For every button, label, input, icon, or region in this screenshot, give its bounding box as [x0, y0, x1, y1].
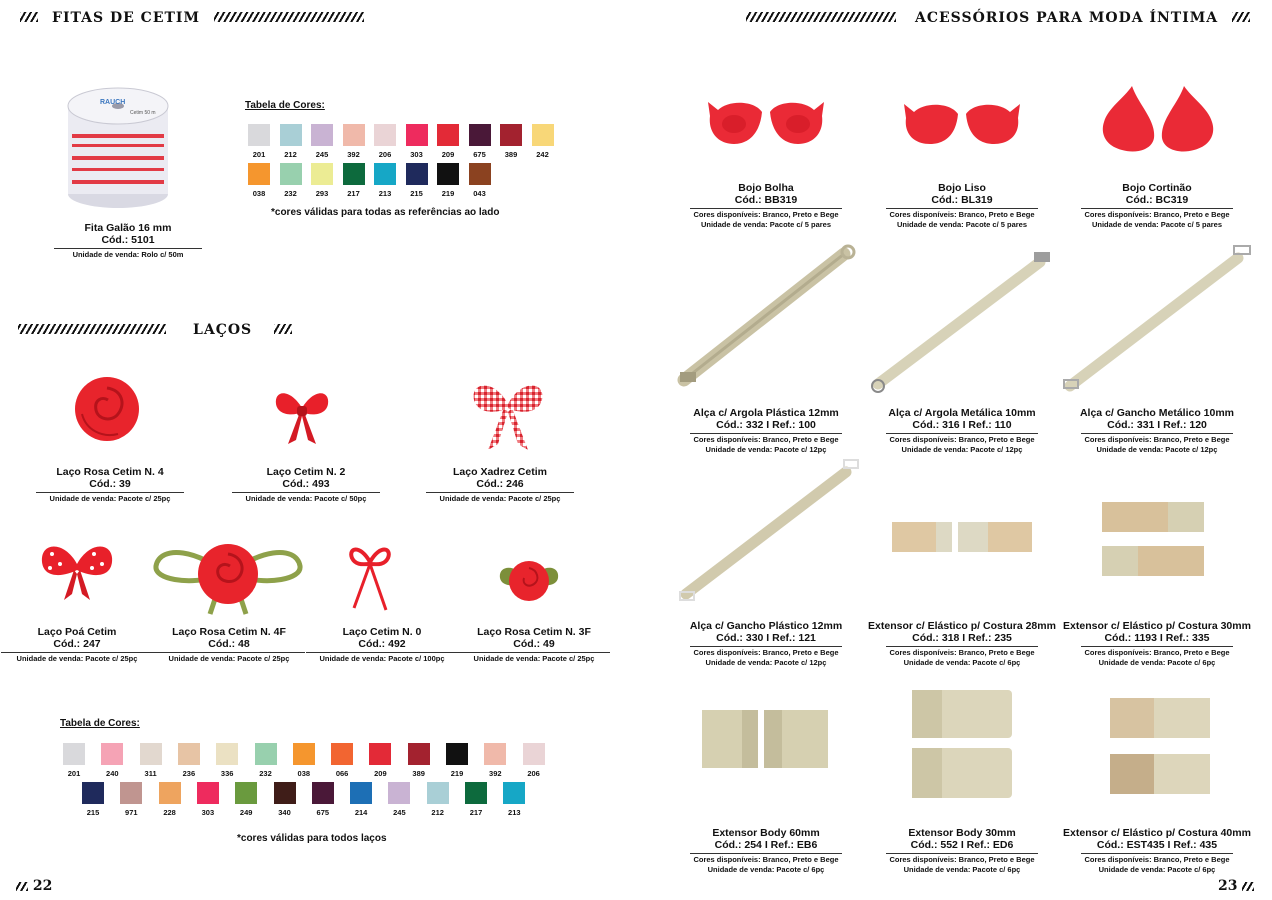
extensor-body-60mm-image: [702, 708, 828, 770]
extensor-40mm-image: [1108, 696, 1212, 796]
color-code: 971: [125, 808, 138, 817]
available-colors: Cores disponíveis: Branco, Preto e Bege: [693, 855, 839, 864]
sale-unit: Unidade de venda: Pacote c/ 100pç: [319, 654, 445, 663]
header-stripes: [746, 12, 896, 22]
ribbon-label-text: Cetim 50 m: [130, 110, 156, 116]
section-title-fitas: FITAS DE CETIM: [52, 10, 200, 26]
product-caption: [151, 626, 307, 663]
sale-unit: Unidade de venda: Pacote c/ 25pç: [439, 494, 561, 503]
product-caption: [668, 620, 864, 667]
color-swatch: [293, 743, 315, 765]
product-name: Extensor Body 60mm: [712, 827, 820, 839]
color-code: 215: [410, 189, 423, 198]
color-swatch: [248, 124, 270, 146]
color-code: 215: [86, 808, 100, 817]
color-code: 206: [527, 769, 540, 778]
color-code: 245: [315, 150, 329, 159]
color-swatch: [274, 782, 296, 804]
color-code: 217: [469, 808, 483, 817]
available-colors: Cores disponíveis: Branco, Preto e Bege: [1084, 210, 1230, 219]
product-name: Alça c/ Gancho Plástico 12mm: [689, 620, 843, 632]
product-caption: [1059, 827, 1255, 874]
color-swatch: [159, 782, 181, 804]
product-code: Cód.: 493: [282, 478, 330, 490]
plaid-bow-image: [466, 374, 550, 454]
extensor-body-30mm-image: [910, 688, 1014, 800]
product-code: Cód.: 5101: [101, 234, 155, 246]
sale-unit: Unidade de venda: Pacote c/ 6pç: [1098, 865, 1216, 874]
available-colors: Cores disponíveis: Branco, Preto e Bege: [693, 648, 839, 657]
sale-unit: Unidade de venda: Pacote c/ 12pç: [705, 658, 827, 667]
color-code: 213: [378, 189, 392, 198]
sale-unit: Unidade de venda: Pacote c/ 6pç: [903, 865, 1021, 874]
color-swatch: [437, 163, 459, 185]
color-code: 242: [536, 150, 549, 159]
available-colors: Cores disponíveis: Branco, Preto e Bege: [1084, 855, 1230, 864]
product-code: Cód.: 48: [208, 638, 250, 650]
product-name: Laço Cetim N. 0: [342, 626, 422, 638]
strap-plastic-hook-image: [676, 454, 862, 606]
header-stripes: [20, 12, 38, 22]
color-swatch: [255, 743, 277, 765]
color-code: 389: [504, 150, 518, 159]
product-name: Alça c/ Gancho Metálico 10mm: [1079, 407, 1235, 419]
product-name: Laço Cetim N. 2: [266, 466, 346, 478]
color-swatch: [178, 743, 200, 765]
color-table-note: *cores válidas para todas as referências ao lado: [271, 207, 500, 218]
color-swatch: [469, 163, 491, 185]
product-caption: [228, 466, 384, 503]
ribbon-roll-image: [58, 82, 178, 214]
strap-metal-hook-image: [1062, 240, 1256, 396]
sale-unit: Unidade de venda: Pacote c/ 12pç: [901, 445, 1023, 454]
color-swatch: [427, 782, 449, 804]
product-code: Cód.: 1193 I Ref.: 335: [1104, 632, 1210, 644]
color-swatch: [280, 124, 302, 146]
color-code: 217: [347, 189, 360, 198]
ribbon-brand-text: RAUCH: [100, 99, 126, 106]
product-name: Laço Rosa Cetim N. 3F: [477, 626, 591, 638]
color-code: 228: [163, 808, 176, 817]
product-code: Cód.: 318 I Ref.: 235: [912, 632, 1012, 644]
color-code: 219: [441, 189, 455, 198]
color-code: 675: [473, 150, 486, 159]
color-swatch: [343, 163, 365, 185]
color-swatch: [63, 743, 85, 765]
product-name: Laço Rosa Cetim N. 4F: [172, 626, 286, 638]
color-code: 311: [144, 769, 157, 778]
product-code: Cód.: 254 I Ref.: EB6: [714, 839, 818, 851]
color-swatch: [484, 743, 506, 765]
product-caption: [864, 827, 1060, 874]
color-swatch: [465, 782, 487, 804]
product-name: Bojo Bolha: [738, 182, 794, 194]
color-swatch: [374, 124, 396, 146]
sale-unit: Unidade de venda: Pacote c/ 25pç: [473, 654, 595, 663]
sale-unit: Unidade de venda: Pacote c/ 25pç: [16, 654, 138, 663]
color-code: 245: [393, 808, 406, 817]
color-code: 236: [182, 769, 196, 778]
color-code: 066: [335, 769, 349, 778]
color-code: 340: [278, 808, 291, 817]
color-code: 240: [106, 769, 119, 778]
product-caption: [668, 827, 864, 874]
color-table-note: *cores válidas para todos laços: [237, 833, 387, 844]
color-code: 038: [252, 189, 266, 198]
product-caption: [456, 626, 612, 663]
product-name: Laço Xadrez Cetim: [453, 466, 547, 478]
product-code: Cód.: BL319: [931, 194, 993, 206]
header-stripes: [1232, 12, 1250, 22]
header-stripes: [214, 12, 364, 22]
sale-unit: Unidade de venda: Pacote c/ 6pç: [1098, 658, 1216, 667]
color-swatch: [311, 163, 333, 185]
small-rose-bow-image: [494, 554, 564, 608]
product-name: Extensor c/ Elástico p/ Costura 30mm: [1063, 620, 1251, 632]
sale-unit: Unidade de venda: Pacote c/ 6pç: [903, 658, 1021, 667]
color-code: 212: [431, 808, 444, 817]
sale-unit: Unidade de venda: Pacote c/ 25pç: [49, 494, 171, 503]
strap-metal-ring-image: [868, 246, 1058, 396]
sale-unit: Unidade de venda: Pacote c/ 5 pares: [700, 220, 832, 229]
color-code: 213: [508, 808, 521, 817]
available-colors: Cores disponíveis: Branco, Preto e Bege: [1084, 648, 1230, 657]
product-name: Extensor c/ Elástico p/ Costura 40mm: [1063, 827, 1251, 839]
color-code: 209: [441, 150, 455, 159]
color-swatch: [388, 782, 410, 804]
color-code: 201: [252, 150, 266, 159]
color-swatch: [280, 163, 302, 185]
product-name: Bojo Liso: [938, 182, 986, 194]
product-caption: [1059, 182, 1255, 229]
color-swatch: [406, 163, 428, 185]
fita-caption: [54, 222, 202, 259]
color-swatch: [331, 743, 353, 765]
color-code: 214: [354, 808, 368, 817]
product-name: Alça c/ Argola Metálica 10mm: [888, 407, 1036, 419]
color-swatch: [469, 124, 491, 146]
product-code: Cód.: EST435 I Ref.: 435: [1096, 839, 1218, 851]
product-name: Extensor c/ Elástico p/ Costura 28mm: [868, 620, 1056, 632]
color-code: 219: [450, 769, 464, 778]
small-bow-image: [342, 540, 398, 614]
product-code: Cód.: 492: [358, 638, 406, 650]
color-swatch: [408, 743, 430, 765]
sale-unit: Unidade de venda: Rolo c/ 50m: [72, 250, 184, 259]
product-name: Laço Poá Cetim: [37, 626, 117, 638]
color-swatch: [312, 782, 334, 804]
available-colors: Cores disponíveis: Branco, Preto e Bege: [889, 210, 1035, 219]
bra-cup-smooth-image: [900, 98, 1024, 148]
color-swatch: [446, 743, 468, 765]
color-code: 043: [473, 189, 486, 198]
color-code: 303: [410, 150, 423, 159]
sale-unit: Unidade de venda: Pacote c/ 5 pares: [896, 220, 1028, 229]
color-code: 392: [489, 769, 502, 778]
color-code: 038: [297, 769, 311, 778]
available-colors: Cores disponíveis: Branco, Preto e Bege: [889, 855, 1035, 864]
color-code: 336: [220, 769, 234, 778]
available-colors: Cores disponíveis: Branco, Preto e Bege: [1084, 435, 1230, 444]
product-caption: [1059, 407, 1255, 454]
product-name: Laço Rosa Cetim N. 4: [56, 466, 164, 478]
bra-cup-bubble-image: [704, 96, 828, 148]
color-swatch: [248, 163, 270, 185]
page-number-value: 22: [32, 878, 53, 894]
color-swatch: [369, 743, 391, 765]
sale-unit: Unidade de venda: Pacote c/ 12pç: [705, 445, 827, 454]
product-code: Cód.: 49: [513, 638, 555, 650]
section-title-acessorios: ACESSÓRIOS PARA MODA ÍNTIMA: [915, 10, 1219, 26]
strap-plastic-ring-image: [676, 242, 860, 392]
product-name: Fita Galão 16 mm: [84, 222, 172, 234]
color-swatch: [311, 124, 333, 146]
color-swatch: [406, 124, 428, 146]
color-code: 232: [259, 769, 272, 778]
color-code: 209: [374, 769, 387, 778]
page-number-value: 23: [1218, 878, 1238, 894]
product-code: Cód.: BC319: [1125, 194, 1189, 206]
color-swatch: [350, 782, 372, 804]
color-code: 232: [284, 189, 297, 198]
product-caption: [668, 182, 864, 229]
sale-unit: Unidade de venda: Pacote c/ 25pç: [168, 654, 290, 663]
ribbon-bow-image: [270, 382, 334, 448]
color-swatch: [500, 124, 522, 146]
product-name: Alça c/ Argola Plástica 12mm: [693, 407, 839, 419]
available-colors: Cores disponíveis: Branco, Preto e Bege: [889, 648, 1035, 657]
color-code: 389: [412, 769, 425, 778]
product-code: Cód.: 331 I Ref.: 120: [1107, 419, 1207, 431]
page-number-right: [1218, 878, 1254, 894]
color-swatch: [82, 782, 104, 804]
product-code: Cód.: 332 I Ref.: 100: [716, 419, 816, 431]
color-code: 303: [201, 808, 215, 817]
product-code: Cód.: 247: [53, 638, 101, 650]
product-code: Cód.: 552 I Ref.: ED6: [910, 839, 1014, 851]
product-code: Cód.: BB319: [734, 194, 798, 206]
color-code: 212: [284, 150, 297, 159]
color-swatch: [101, 743, 123, 765]
extensor-28mm-image: [892, 520, 1032, 554]
rose-bow-image: [72, 374, 142, 444]
available-colors: Cores disponíveis: Branco, Preto e Bege: [693, 210, 839, 219]
header-stripes: [18, 324, 166, 334]
sale-unit: Unidade de venda: Pacote c/ 50pç: [245, 494, 367, 503]
color-code: 249: [239, 808, 253, 817]
rose-bow-leaves-image: [150, 536, 306, 618]
product-code: Cód.: 246: [476, 478, 524, 490]
color-swatch: [437, 124, 459, 146]
product-name: Extensor Body 30mm: [908, 827, 1016, 839]
product-code: Cód.: 330 I Ref.: 121: [716, 632, 816, 644]
color-table-label: Tabela de Cores:: [245, 100, 325, 111]
product-caption: [422, 466, 578, 503]
section-title-lacos: LAÇOS: [193, 322, 253, 338]
color-swatch: [216, 743, 238, 765]
bra-cup-triangle-image: [1098, 84, 1218, 156]
extensor-30mm-image: [1102, 500, 1204, 580]
available-colors: Cores disponíveis: Branco, Preto e Bege: [889, 435, 1035, 444]
color-swatch: [235, 782, 257, 804]
color-swatch: [343, 124, 365, 146]
color-swatch: [140, 743, 162, 765]
sale-unit: Unidade de venda: Pacote c/ 5 pares: [1091, 220, 1223, 229]
sale-unit: Unidade de venda: Pacote c/ 12pç: [1096, 445, 1218, 454]
color-swatch: [120, 782, 142, 804]
product-code: Cód.: 39: [89, 478, 131, 490]
product-caption: [0, 626, 155, 663]
product-caption: [864, 620, 1060, 667]
polka-bow-image: [36, 536, 118, 602]
product-caption: [668, 407, 864, 454]
product-caption: [32, 466, 188, 503]
available-colors: Cores disponíveis: Branco, Preto e Bege: [693, 435, 839, 444]
color-swatch: [532, 124, 554, 146]
sale-unit: Unidade de venda: Pacote c/ 6pç: [707, 865, 825, 874]
color-swatch: [523, 743, 545, 765]
color-code: 392: [347, 150, 360, 159]
color-swatch: [197, 782, 219, 804]
product-name: Bojo Cortinão: [1122, 182, 1192, 194]
color-code: 206: [378, 150, 392, 159]
color-code: 293: [315, 189, 329, 198]
header-stripes: [274, 324, 292, 334]
color-swatch: [503, 782, 525, 804]
color-swatch: [374, 163, 396, 185]
product-caption: [1059, 620, 1255, 667]
color-code: 675: [316, 808, 330, 817]
product-caption: [864, 182, 1060, 229]
color-code: 201: [67, 769, 81, 778]
product-code: Cód.: 316 I Ref.: 110: [912, 419, 1012, 431]
page-number-left: [16, 878, 52, 894]
product-caption: [864, 407, 1060, 454]
color-table-label: Tabela de Cores:: [60, 718, 140, 729]
product-caption: [304, 626, 460, 663]
